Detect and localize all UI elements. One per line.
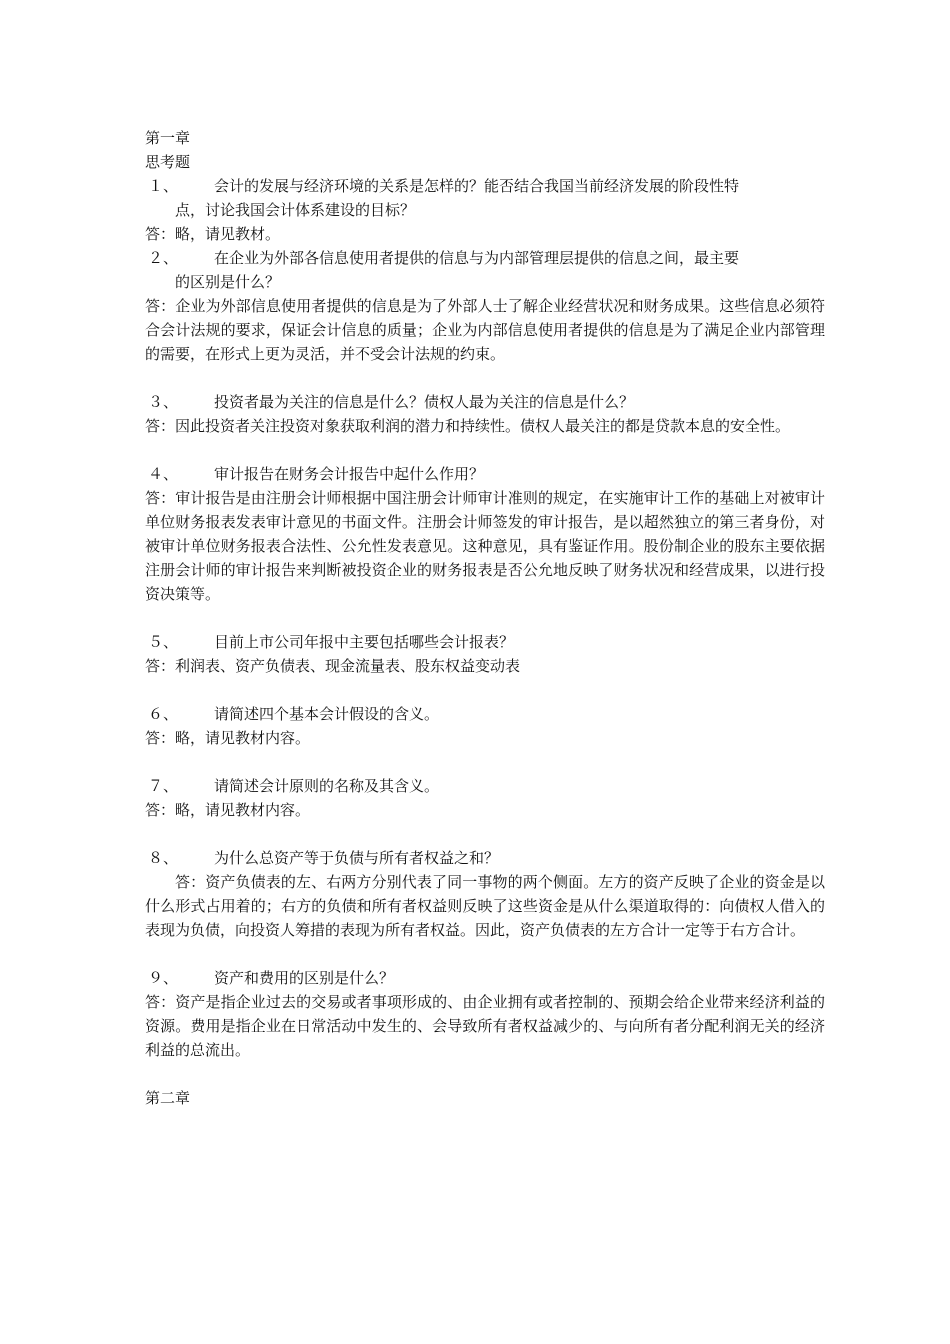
spacer xyxy=(145,942,825,966)
question-number: １、 xyxy=(148,177,179,195)
question-number: ４、 xyxy=(148,465,179,483)
question-4 xyxy=(145,462,825,486)
answer-8: 答：资产负债表的左、右两方分别代表了同一事物的两个侧面。左方的资产反映了企业的资金是以什么形式占用着的；右方的负债和所有者权益则反映了这些资金是从什么渠道取得的：向债权人借入的表现为负债，向投资人筹措的表现为所有者权益。因此，资产负债表的左方合计一定等于右方合计。 xyxy=(145,873,825,939)
answer-4: 答：审计报告是由注册会计师根据中国注册会计师审计准则的规定，在实施审计工作的基础上对被审计单位财务报表发表审计意见的书面文件。注册会计师签发的审计报告，是以超然独立的第三者身份，对被审计单位财务报表合法性、公允性发表意见。这种意见，具有鉴证作用。股份制企业的股东主要依据注册会计师的审计报告来判断被投资企业的财务报表是否公允地反映了财务状况和经营成果，以进行投资决策等。 xyxy=(145,489,825,603)
question-2 xyxy=(145,246,825,270)
question-3 xyxy=(145,390,825,414)
question-8 xyxy=(145,846,825,870)
answer-5: 答：利润表、资产负债表、现金流量表、股东权益变动表 xyxy=(145,657,521,675)
question-number: ９、 xyxy=(148,969,179,987)
chapter-2-heading: 第二章 xyxy=(145,1089,191,1107)
question-text: 目前上市公司年报中主要包括哪些会计报表？ xyxy=(214,633,515,651)
question-9 xyxy=(145,966,825,990)
question-text: 请简述会计原则的名称及其含义。 xyxy=(214,777,440,795)
answer-3: 答：因此投资者关注投资对象获取利润的潜力和持续性。债权人最关注的都是贷款本息的安全性。 xyxy=(145,417,791,435)
answer-2: 答：企业为外部信息使用者提供的信息是为了外部人士了解企业经营状况和财务成果。这些信息必须符合会计法规的要求，保证会计信息的质量；企业为内部信息使用者提供的信息是为了满足企业内部管理的需要，在形式上更为灵活，并不受会计法规的约束。 xyxy=(145,297,825,363)
question-number: ８、 xyxy=(148,849,179,867)
question-text: 为什么总资产等于负债与所有者权益之和？ xyxy=(214,849,500,867)
question-number: ７、 xyxy=(148,777,179,795)
answer-7: 答：略，请见教材内容。 xyxy=(145,801,311,819)
document-page xyxy=(145,126,825,1110)
answer-1: 答：略，请见教材。 xyxy=(145,225,281,243)
question-text: 会计的发展与经济环境的关系是怎样的？能否结合我国当前经济发展的阶段性特 xyxy=(214,177,740,195)
question-text: 资产和费用的区别是什么？ xyxy=(214,969,395,987)
spacer xyxy=(145,822,825,846)
spacer xyxy=(145,750,825,774)
question-number: ３、 xyxy=(148,393,179,411)
question-number: ２、 xyxy=(148,249,179,267)
question-1-continued: 点，讨论我国会计体系建设的目标？ xyxy=(175,201,416,219)
question-text: 在企业为外部各信息使用者提供的信息与为内部管理层提供的信息之间，最主要 xyxy=(214,249,740,267)
question-number: ５、 xyxy=(148,633,179,651)
spacer xyxy=(145,606,825,630)
question-5 xyxy=(145,630,825,654)
question-text: 审计报告在财务会计报告中起什么作用？ xyxy=(214,465,485,483)
question-text: 投资者最为关注的信息是什么？债权人最为关注的信息是什么？ xyxy=(214,393,635,411)
question-1 xyxy=(145,174,825,198)
section-heading: 思考题 xyxy=(145,153,191,171)
spacer xyxy=(145,1062,825,1086)
question-2-continued: 的区别是什么？ xyxy=(175,273,281,291)
question-6 xyxy=(145,702,825,726)
question-7 xyxy=(145,774,825,798)
question-number: ６、 xyxy=(148,705,179,723)
spacer xyxy=(145,366,825,390)
chapter-1-heading: 第一章 xyxy=(145,129,191,147)
spacer xyxy=(145,678,825,702)
answer-6: 答：略，请见教材内容。 xyxy=(145,729,311,747)
question-text: 请简述四个基本会计假设的含义。 xyxy=(214,705,440,723)
answer-9: 答：资产是指企业过去的交易或者事项形成的、由企业拥有或者控制的、预期会给企业带来经济利益的资源。费用是指企业在日常活动中发生的、会导致所有者权益减少的、与向所有者分配利润无关的经济利益的总流出。 xyxy=(145,993,825,1059)
spacer xyxy=(145,438,825,462)
